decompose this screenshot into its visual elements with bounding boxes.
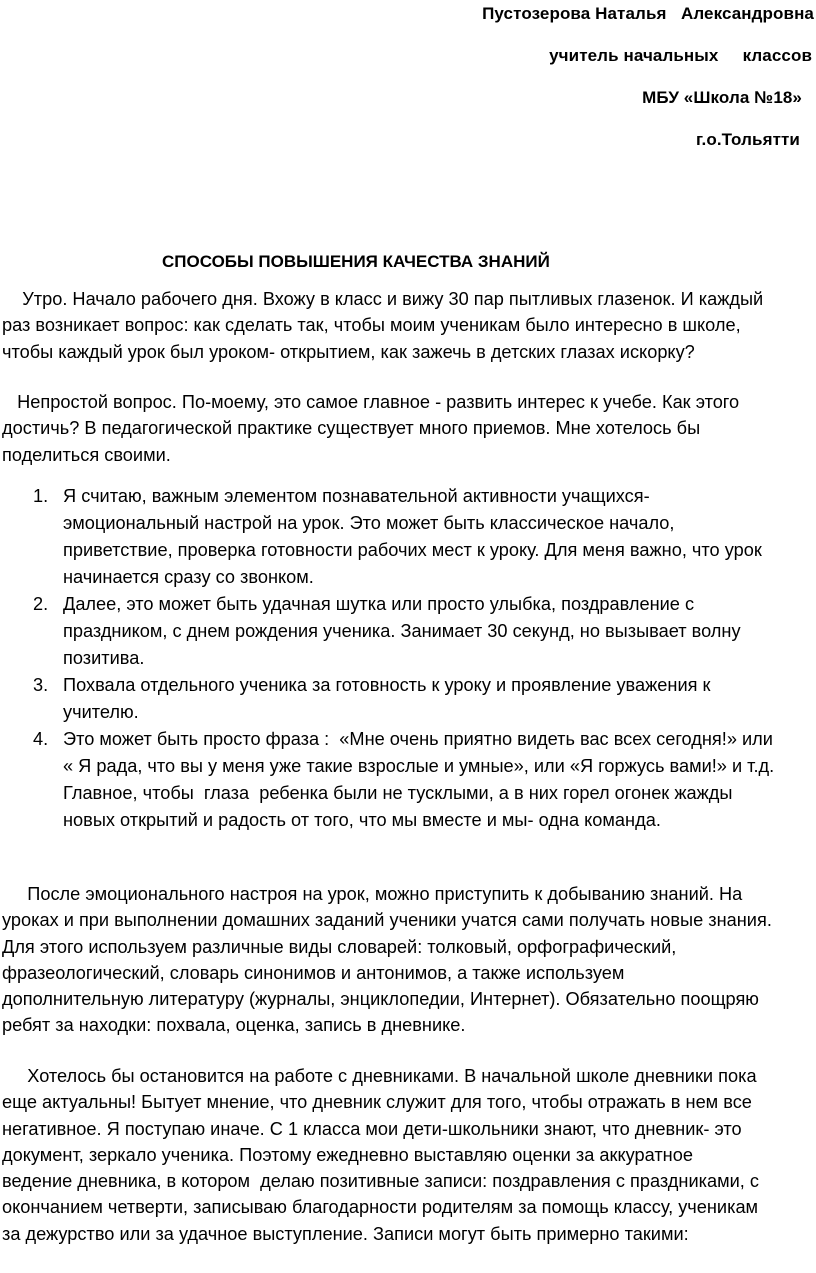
list-line: праздником, с днем рождения ученика. Занимает 30 секунд, но вызывает волну xyxy=(63,621,741,641)
list-item xyxy=(0,483,816,591)
paragraph-line: еще актуальны! Бытует мнение, что дневник служит для того, чтобы отражать в нем все xyxy=(2,1092,752,1113)
methods-list xyxy=(0,483,816,834)
paragraph-line: документ, зеркало ученика. Поэтому ежедневно выставляю оценки за аккуратное xyxy=(2,1144,693,1165)
paragraph-line: дополнительную литературу (журналы, энциклопедии, Интернет). Обязательно поощряю xyxy=(2,989,759,1010)
paragraph-line: После эмоционального настроя на урок, можно приступить к добыванию знаний. На xyxy=(2,884,743,904)
list-line: учителю. xyxy=(63,702,139,722)
paragraph-diaries xyxy=(2,1063,814,1247)
paragraph-line: Непростой вопрос. По-моему, это самое главное - развить интерес к учебе. Как этого xyxy=(2,392,740,412)
list-line: Я считаю, важным элементом познавательной активности учащихся- xyxy=(63,486,650,506)
paragraph-line: ребят за находки: похвала, оценка, запись в дневнике. xyxy=(2,1015,466,1036)
paragraph-line: Утро. Начало рабочего дня. Вхожу в класс и вижу 30 пар пытливых глазенок. И каждый xyxy=(2,289,764,309)
city-name: г.о.Тольятти xyxy=(696,130,800,149)
list-number: 3. xyxy=(33,675,49,695)
list-number: 4. xyxy=(33,729,49,749)
paragraph-line: фразеологический, словарь синонимов и антонимов, а также используем xyxy=(2,962,625,983)
paragraph-line: чтобы каждый урок был уроком- открытием, как зажечь в детских глазах искорку? xyxy=(2,341,695,362)
list-number: 2. xyxy=(33,594,49,614)
list-line: « Я рада, что вы у меня уже такие взрослые и умные», или «Я горжусь вами!» и т.д. xyxy=(63,756,775,776)
paragraph-line: поделиться своими. xyxy=(2,444,171,465)
author-name: Пустозерова Наталья Александровна xyxy=(482,4,814,23)
document-title: СПОСОБЫ ПОВЫШЕНИЯ КАЧЕСТВА ЗНАНИЙ xyxy=(162,252,550,271)
author-position: учитель начальных классов xyxy=(549,46,812,65)
paragraph-question xyxy=(2,389,814,468)
list-number: 1. xyxy=(33,486,49,506)
list-line: эмоциональный настрой на урок. Это может быть классическое начало, xyxy=(63,513,675,533)
paragraph-intro xyxy=(2,286,814,365)
list-line: приветствие, проверка готовности рабочих мест к уроку. Для меня важно, что урок xyxy=(63,540,762,560)
paragraph-line: за дежурство или за удачное выступление. Записи могут быть примерно такими: xyxy=(2,1223,689,1244)
list-line: Главное, чтобы глаза ребенка были не тусклыми, а в них горел огонек жажды xyxy=(63,783,733,803)
paragraph-line: уроках и при выполнении домашних заданий ученики учатся сами получать новые знания. xyxy=(2,910,772,931)
paragraph-line: Для этого используем различные виды словарей: толковый, орфографический, xyxy=(2,936,677,957)
list-item xyxy=(0,726,816,834)
paragraph-line: негативное. Я поступаю иначе. С 1 класса мои дети-школьники знают, что дневник- это xyxy=(2,1118,742,1139)
paragraph-line: окончанием четверти, записываю благодарности родителям за помощь классу, ученикам xyxy=(2,1197,759,1218)
paragraph-line: ведение дневника, в котором делаю позитивные записи: поздравления с праздниками, с xyxy=(2,1171,759,1192)
paragraph-line: раз возникает вопрос: как сделать так, чтобы моим ученикам было интересно в школе, xyxy=(2,315,741,336)
list-line: новых открытий и радость от того, что мы вместе и мы- одна команда. xyxy=(63,810,661,830)
list-line: Это может быть просто фраза : «Мне очень приятно видеть вас всех сегодня!» или xyxy=(63,729,773,749)
paragraph-line: достичь? В педагогической практике существует много приемов. Мне хотелось бы xyxy=(2,418,701,439)
list-item xyxy=(0,672,816,726)
list-line: позитива. xyxy=(63,648,145,668)
list-line: Похвала отдельного ученика за готовность к уроку и проявление уважения к xyxy=(63,675,711,695)
paragraph-knowledge xyxy=(2,881,814,1039)
school-name: МБУ «Школа №18» xyxy=(642,88,802,107)
paragraph-line: Хотелось бы остановится на работе с дневниками. В начальной школе дневники пока xyxy=(2,1066,757,1086)
list-line: начинается сразу со звонком. xyxy=(63,567,314,587)
list-item xyxy=(0,591,816,672)
list-line: Далее, это может быть удачная шутка или просто улыбка, поздравление с xyxy=(63,594,695,614)
